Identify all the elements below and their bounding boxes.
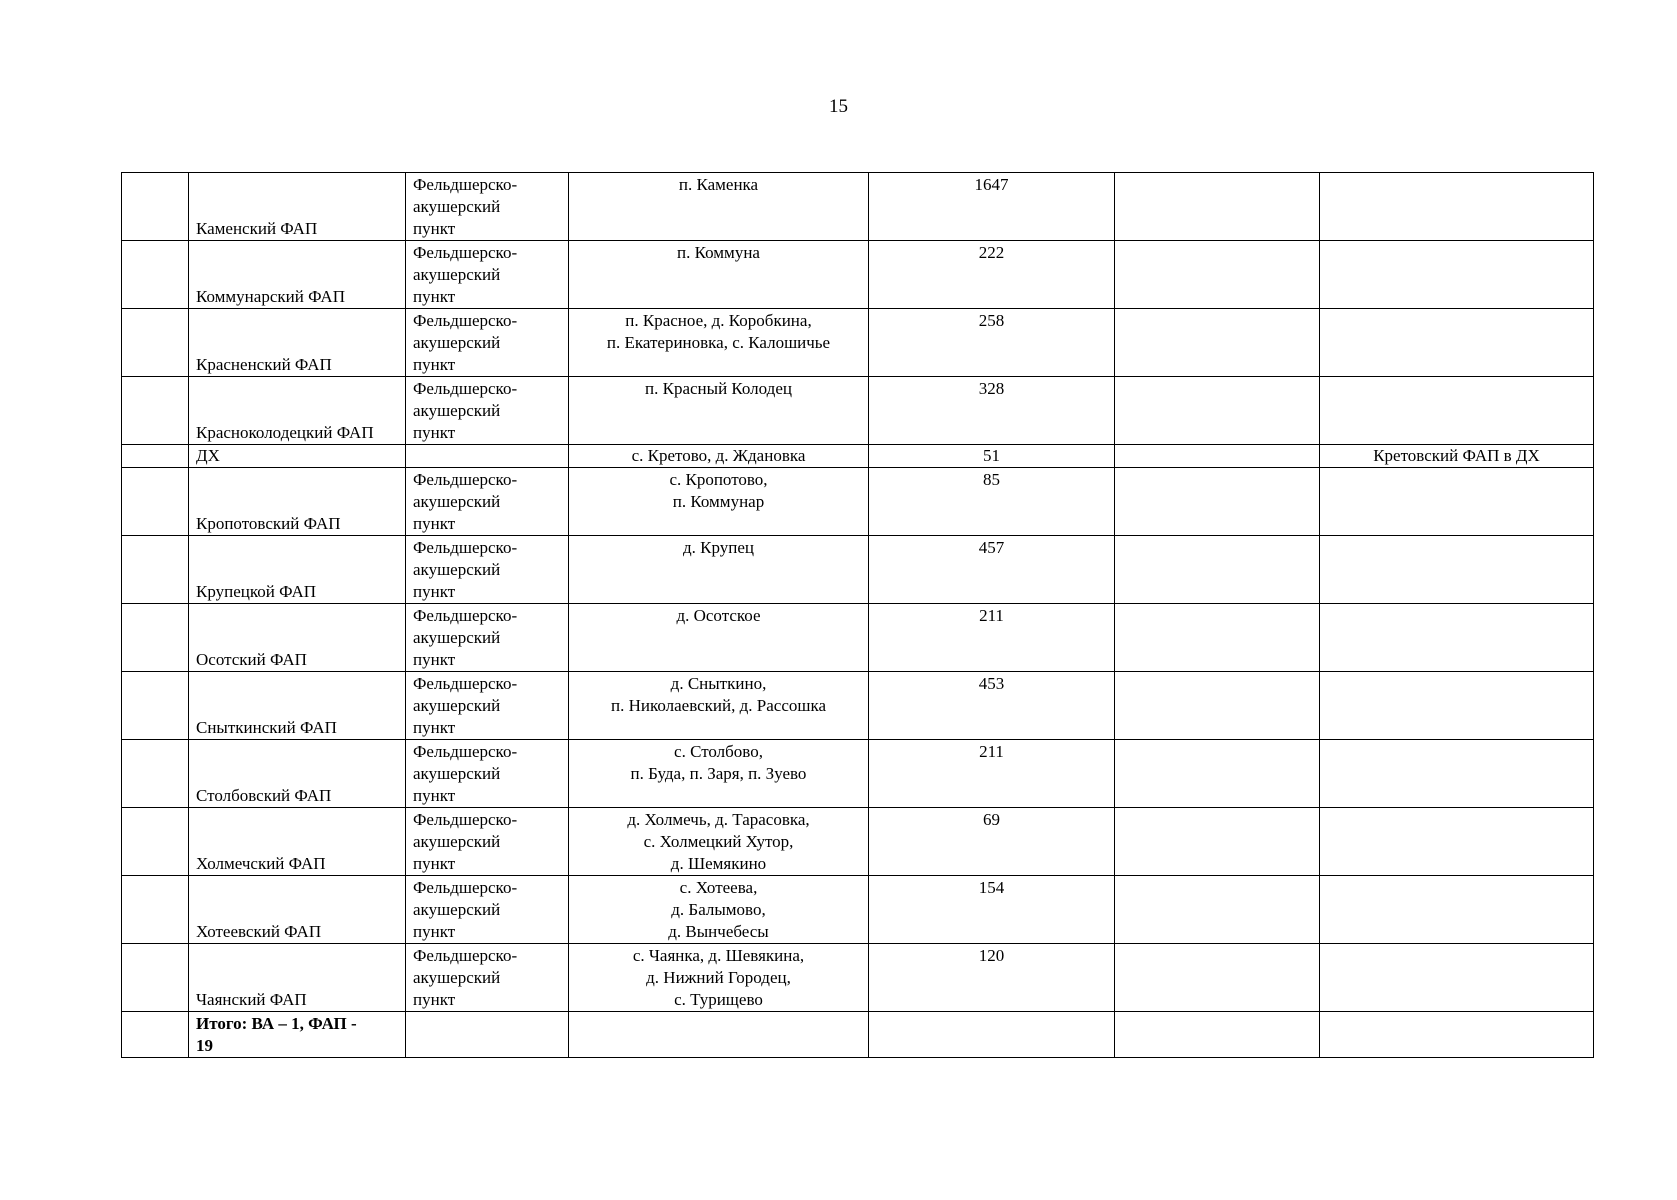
empty-cell xyxy=(1115,468,1320,536)
index-cell xyxy=(122,309,189,377)
table-row xyxy=(122,808,1594,876)
settlements-cell xyxy=(569,536,869,604)
empty-cell xyxy=(1115,309,1320,377)
settlements-cell xyxy=(569,173,869,241)
empty-cell xyxy=(1115,241,1320,309)
population-cell: 453 xyxy=(869,672,1115,740)
facility-type-line: Фельдшерско- xyxy=(413,243,518,262)
settlements-cell xyxy=(569,604,869,672)
settlement-line: с. Кретово, д. Ждановка xyxy=(631,446,806,465)
settlements-cell xyxy=(569,445,869,468)
fap-name-cell xyxy=(189,445,406,468)
settlements-cell xyxy=(569,241,869,309)
facility-type-cell xyxy=(406,241,569,309)
facility-type-cell xyxy=(406,468,569,536)
facility-type-cell xyxy=(406,808,569,876)
table-row xyxy=(122,309,1594,377)
facility-type-line: акушерский xyxy=(413,492,501,511)
facility-type-line: пункт xyxy=(413,650,456,669)
fap-name: Красненский ФАП xyxy=(196,355,332,374)
note-cell xyxy=(1320,808,1594,876)
settlements-cell xyxy=(569,808,869,876)
facility-type-line: пункт xyxy=(413,287,456,306)
population-cell: 120 xyxy=(869,944,1115,1012)
empty-cell xyxy=(1115,740,1320,808)
table-row xyxy=(122,445,1594,468)
table-row xyxy=(122,173,1594,241)
population-cell: 154 xyxy=(869,876,1115,944)
population-cell: 328 xyxy=(869,377,1115,445)
settlements-cell xyxy=(569,740,869,808)
empty-cell xyxy=(1115,876,1320,944)
population-cell: 457 xyxy=(869,536,1115,604)
note-cell xyxy=(1320,377,1594,445)
facility-type-line: пункт xyxy=(413,786,456,805)
settlement-line: д. Холмечь, д. Тарасовка, xyxy=(627,810,810,829)
settlement-line: п. Екатериновка, с. Калошичье xyxy=(606,333,831,352)
settlement-line: п. Каменка xyxy=(678,175,759,194)
population-cell: 211 xyxy=(869,740,1115,808)
empty-cell xyxy=(1115,536,1320,604)
facility-type-cell xyxy=(406,740,569,808)
fap-table xyxy=(121,172,1594,1058)
facility-type-line: акушерский xyxy=(413,832,501,851)
fap-name: ДХ xyxy=(196,446,220,465)
settlement-line: д. Шемякино xyxy=(670,854,767,873)
facility-type-line: Фельдшерско- xyxy=(413,606,518,625)
empty-cell xyxy=(1115,445,1320,468)
note-cell xyxy=(1320,740,1594,808)
table-row xyxy=(122,876,1594,944)
settlement-line: д. Крупец xyxy=(682,538,754,557)
settlement-line: с. Хотеева, xyxy=(679,878,758,897)
population-cell: 51 xyxy=(869,445,1115,468)
settlement-line: д. Балымово, xyxy=(671,900,766,919)
note-cell xyxy=(1320,672,1594,740)
empty-cell xyxy=(1115,1012,1320,1058)
facility-type-line: пункт xyxy=(413,514,456,533)
index-cell xyxy=(122,468,189,536)
empty-cell xyxy=(569,1012,869,1058)
table-row xyxy=(122,468,1594,536)
settlement-line: с. Турищево xyxy=(674,990,763,1009)
total-label-line: Итого: ВА – 1, ФАП - xyxy=(196,1014,357,1033)
note-cell xyxy=(1320,604,1594,672)
facility-type-line: пункт xyxy=(413,582,456,601)
facility-type-line: Фельдшерско- xyxy=(413,538,518,557)
facility-type-line: пункт xyxy=(413,854,456,873)
fap-name-cell xyxy=(189,604,406,672)
index-cell xyxy=(122,536,189,604)
fap-name-cell xyxy=(189,876,406,944)
fap-name: Чаянский ФАП xyxy=(196,990,307,1009)
settlements-cell xyxy=(569,944,869,1012)
facility-type-line: пункт xyxy=(413,219,456,238)
fap-name-cell xyxy=(189,740,406,808)
facility-type-line: пункт xyxy=(413,355,456,374)
settlements-cell xyxy=(569,377,869,445)
facility-type-line: акушерский xyxy=(413,197,501,216)
index-cell xyxy=(122,241,189,309)
total-row xyxy=(122,1012,1594,1058)
facility-type-line: пункт xyxy=(413,922,456,941)
settlement-line: п. Буда, п. Заря, п. Зуево xyxy=(630,764,807,783)
index-cell xyxy=(122,377,189,445)
note-cell xyxy=(1320,536,1594,604)
settlement-line: п. Коммуна xyxy=(677,243,760,262)
index-cell xyxy=(122,876,189,944)
settlement-line: п. Красный Колодец xyxy=(645,379,792,398)
table-row xyxy=(122,740,1594,808)
settlements-cell xyxy=(569,876,869,944)
fap-name-cell xyxy=(189,241,406,309)
facility-type-line: Фельдшерско- xyxy=(413,175,518,194)
empty-cell xyxy=(1320,1012,1594,1058)
facility-type-line: акушерский xyxy=(413,333,501,352)
fap-name: Столбовский ФАП xyxy=(196,786,332,805)
note-cell xyxy=(1320,468,1594,536)
table-row xyxy=(122,536,1594,604)
fap-name-cell xyxy=(189,672,406,740)
settlement-line: п. Коммунар xyxy=(672,492,765,511)
facility-type-cell xyxy=(406,604,569,672)
facility-type-line: Фельдшерско- xyxy=(413,946,518,965)
settlement-line: д. Сныткино, xyxy=(670,674,767,693)
population-cell: 222 xyxy=(869,241,1115,309)
table-row xyxy=(122,944,1594,1012)
empty-cell xyxy=(1115,944,1320,1012)
facility-type-line: Фельдшерско- xyxy=(413,810,518,829)
fap-name: Коммунарский ФАП xyxy=(196,287,345,306)
index-cell xyxy=(122,1012,189,1058)
fap-name: Хотеевский ФАП xyxy=(196,922,322,941)
fap-name: Кропотовский ФАП xyxy=(196,514,341,533)
facility-type-cell xyxy=(406,672,569,740)
settlement-line: с. Столбово, xyxy=(674,742,763,761)
settlements-cell xyxy=(569,672,869,740)
index-cell xyxy=(122,808,189,876)
facility-type-line: акушерский xyxy=(413,696,501,715)
fap-name-cell xyxy=(189,309,406,377)
index-cell xyxy=(122,672,189,740)
facility-type-line: Фельдшерско- xyxy=(413,878,518,897)
fap-name: Каменский ФАП xyxy=(196,219,318,238)
table-row xyxy=(122,377,1594,445)
index-cell xyxy=(122,445,189,468)
fap-name-cell xyxy=(189,468,406,536)
total-label-line: 19 xyxy=(196,1036,213,1055)
facility-type-line: акушерский xyxy=(413,401,501,420)
population-cell: 1647 xyxy=(869,173,1115,241)
fap-name: Сныткинский ФАП xyxy=(196,718,337,737)
fap-name-cell xyxy=(189,377,406,445)
table-row xyxy=(122,672,1594,740)
facility-type-line: акушерский xyxy=(413,764,501,783)
settlement-line: п. Николаевский, д. Рассошка xyxy=(610,696,827,715)
table-row xyxy=(122,241,1594,309)
note-cell xyxy=(1320,944,1594,1012)
facility-type-line: акушерский xyxy=(413,560,501,579)
note-cell xyxy=(1320,876,1594,944)
facility-type-cell xyxy=(406,377,569,445)
empty-cell xyxy=(1115,377,1320,445)
table-body xyxy=(122,173,1594,1058)
fap-name-cell xyxy=(189,944,406,1012)
empty-cell xyxy=(1115,173,1320,241)
settlement-line: с. Чаянка, д. Шевякина, xyxy=(632,946,805,965)
settlements-cell xyxy=(569,468,869,536)
note-cell: Кретовский ФАП в ДХ xyxy=(1320,445,1594,468)
page-number: 15 xyxy=(829,96,848,117)
fap-name: Крупецкой ФАП xyxy=(196,582,317,601)
facility-type-line: Фельдшерско- xyxy=(413,470,518,489)
facility-type-cell xyxy=(406,876,569,944)
facility-type-cell xyxy=(406,173,569,241)
facility-type-line: Фельдшерско- xyxy=(413,311,518,330)
fap-name-cell xyxy=(189,808,406,876)
settlement-line: д. Вынчебесы xyxy=(668,922,769,941)
total-label-cell xyxy=(189,1012,406,1058)
note-cell xyxy=(1320,309,1594,377)
facility-type-line: акушерский xyxy=(413,968,501,987)
fap-name-cell xyxy=(189,536,406,604)
facility-type-line: Фельдшерско- xyxy=(413,379,518,398)
index-cell xyxy=(122,944,189,1012)
index-cell xyxy=(122,740,189,808)
facility-type-line: Фельдшерско- xyxy=(413,674,518,693)
population-cell: 211 xyxy=(869,604,1115,672)
settlements-cell xyxy=(569,309,869,377)
facility-type-cell xyxy=(406,944,569,1012)
population-cell: 258 xyxy=(869,309,1115,377)
empty-cell xyxy=(1115,604,1320,672)
note-cell xyxy=(1320,241,1594,309)
facility-type-cell xyxy=(406,309,569,377)
facility-type-line: акушерский xyxy=(413,628,501,647)
settlement-line: д. Нижний Городец, xyxy=(646,968,791,987)
fap-name: Красноколодецкий ФАП xyxy=(196,423,374,442)
empty-cell xyxy=(1115,672,1320,740)
settlement-line: п. Красное, д. Коробкина, xyxy=(625,311,812,330)
note-cell xyxy=(1320,173,1594,241)
index-cell xyxy=(122,604,189,672)
fap-name: Осотский ФАП xyxy=(196,650,307,669)
facility-type-line: акушерский xyxy=(413,900,501,919)
settlement-line: д. Осотское xyxy=(676,606,761,625)
population-cell: 69 xyxy=(869,808,1115,876)
facility-type-line: акушерский xyxy=(413,265,501,284)
fap-name: Холмечский ФАП xyxy=(196,854,326,873)
facility-type-line: пункт xyxy=(413,990,456,1009)
fap-name-cell xyxy=(189,173,406,241)
table-row xyxy=(122,604,1594,672)
index-cell xyxy=(122,173,189,241)
population-cell: 85 xyxy=(869,468,1115,536)
facility-type-line: Фельдшерско- xyxy=(413,742,518,761)
empty-cell xyxy=(869,1012,1115,1058)
settlement-line: с. Холмецкий Хутор, xyxy=(643,832,794,851)
empty-cell xyxy=(1115,808,1320,876)
facility-type-cell xyxy=(406,445,569,468)
settlement-line: с. Кропотово, xyxy=(669,470,768,489)
facility-type-line: пункт xyxy=(413,718,456,737)
facility-type-line: пункт xyxy=(413,423,456,442)
facility-type-cell xyxy=(406,536,569,604)
empty-cell xyxy=(406,1012,569,1058)
